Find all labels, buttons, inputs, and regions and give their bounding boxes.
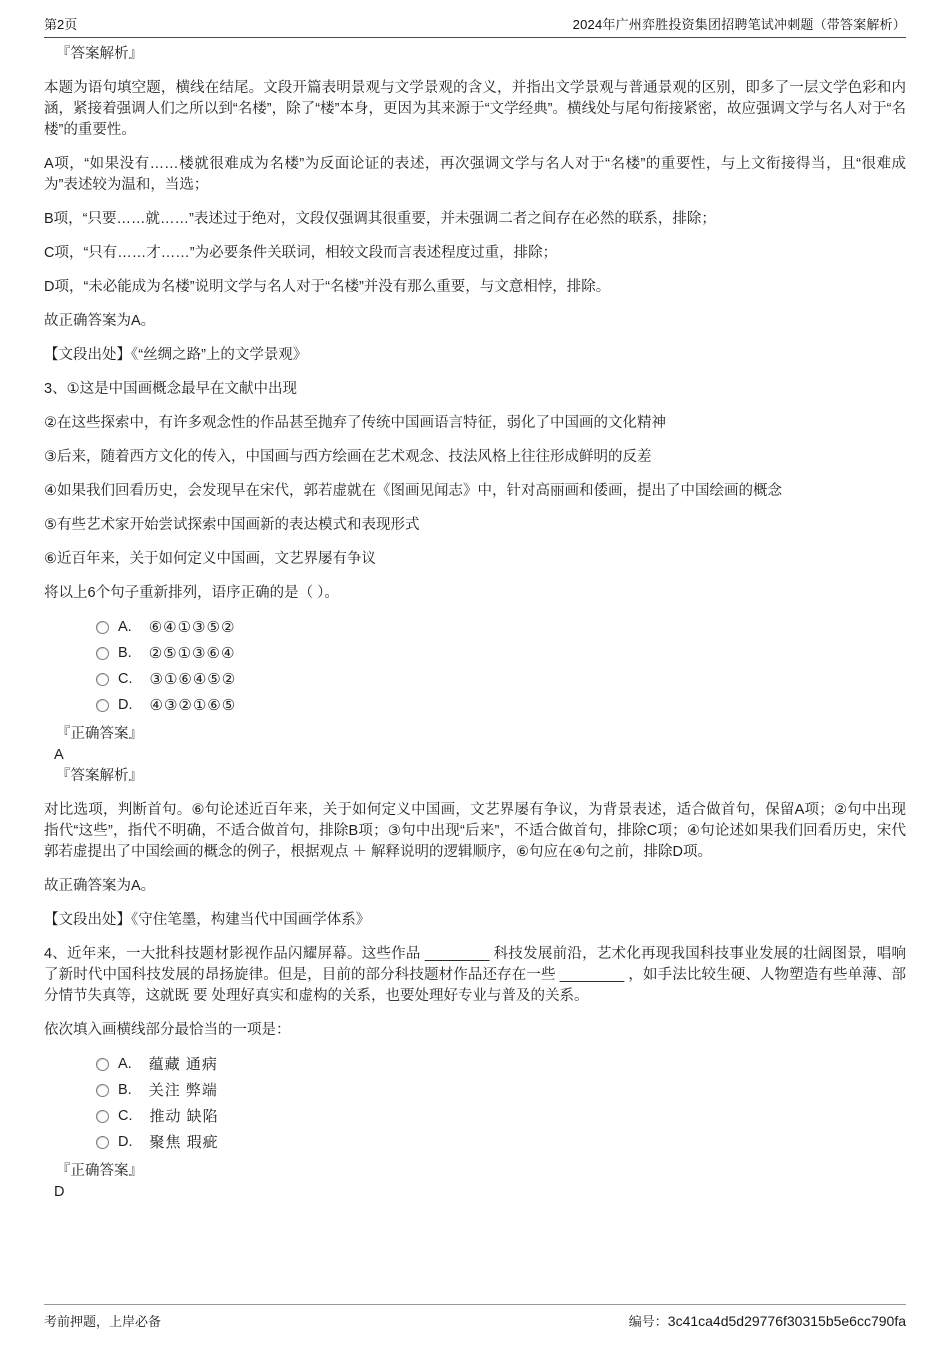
answer-analysis-label: 『答案解析』 <box>56 768 143 784</box>
radio-button[interactable] <box>96 1136 109 1149</box>
option-b-analysis: B项，“只要……就……”表述过于绝对，文段仅强调其很重要，并未强调二者之间存在必然的联系，排除； <box>44 211 716 227</box>
option-row[interactable] <box>96 1054 906 1075</box>
source-reference: 【文段出处】《“丝绸之路”上的文学景观》 <box>44 347 308 363</box>
question4-stem: 4、近年来，一大批科技题材影视作品闪耀屏幕。这些作品 ________ 科技发展前沿，艺术化再现我国科技事业发展的壮阔图景，唱响了新时代中国科技发展的昂扬旋律。但是，目前的部分科技题材作品还存在一些 ________ ，如手法比较生硬、人物塑造有些单薄、部分情节失真等，这就既 要 处理好真实和虚构的关系，也要处理好专业与普及的关系。 <box>44 946 906 1004</box>
option-row[interactable] <box>96 643 906 664</box>
question3-instruction: 将以上6个句子重新排列，语序正确的是（ ）。 <box>44 585 339 601</box>
option-text: 聚焦 瑕疵 <box>149 1134 219 1151</box>
option-row[interactable] <box>96 695 906 716</box>
option-row[interactable] <box>96 1106 906 1127</box>
correct-answer-value: A <box>54 747 64 763</box>
answer-analysis-label: 『答案解析』 <box>56 46 143 62</box>
footer-serial <box>629 1311 906 1330</box>
radio-button[interactable] <box>96 1058 109 1071</box>
option-text: ②⑤①③⑥④ <box>148 645 236 662</box>
question3-options <box>44 617 906 716</box>
question4-answer-block <box>44 1161 906 1203</box>
question3-stem-line: ③后来，随着西方文化的传入，中国画与西方绘画在艺术观念、技法风格上往往形成鲜明的反差 <box>44 449 652 465</box>
option-row[interactable] <box>96 1132 906 1153</box>
radio-button[interactable] <box>96 673 109 686</box>
option-row[interactable] <box>96 669 906 690</box>
question3-stem-line: ⑤有些艺术家开始尝试探索中国画新的表达模式和表现形式 <box>44 517 420 533</box>
option-text: ⑥④①③⑤② <box>148 619 236 636</box>
analysis-paragraph: 对比选项，判断首句。⑥句论述近百年来，关于如何定义中国画，文艺界屡有争议，为背景表述，适合做首句，保留A项；②句中出现指代“这些”，指代不明确，不适合做首句，排除B项；③句中出现“后来”，不适合做首句，排除C项；④句论述如果我们回看历史，宋代郭若虚提出了中国绘画的概念的例子，根据观点 ＋ 解释说明的逻辑顺序，⑥句应在④句之前，排除D项。 <box>44 802 906 860</box>
option-letter: B. <box>118 1082 132 1098</box>
source-reference: 【文段出处】《守住笔墨，构建当代中国画学体系》 <box>44 912 371 928</box>
question3-stem-line: ⑥近百年来，关于如何定义中国画，文艺界屡有争议 <box>44 551 376 567</box>
option-text: ④③②①⑥⑤ <box>149 697 237 714</box>
radio-button[interactable] <box>96 1084 109 1097</box>
option-a-analysis: A项，“如果没有……楼就很难成为名楼”为反面论证的表述，再次强调文学与名人对于“名楼”的重要性，与上文衔接得当，且“很难成为”表述较为温和，当选； <box>44 156 906 193</box>
page-header <box>44 14 906 38</box>
serial-value: 3c41ca4d5d29776f30315b5e6cc790fa <box>667 1313 906 1329</box>
option-text: 蕴藏 通病 <box>148 1056 218 1073</box>
option-text: ③①⑥④⑤② <box>149 671 237 688</box>
option-letter: D. <box>118 697 133 713</box>
conclusion-text: 故正确答案为A。 <box>44 313 156 329</box>
radio-button[interactable] <box>96 647 109 660</box>
serial-label: 编号： <box>628 1314 668 1329</box>
option-text: 推动 缺陷 <box>149 1108 219 1125</box>
option-letter: B. <box>118 645 132 661</box>
option-letter: A. <box>118 1056 132 1072</box>
correct-answer-label: 『正确答案』 <box>56 726 143 742</box>
option-letter: C. <box>118 671 133 687</box>
footer-slogan: 考前押题，上岸必备 <box>44 1314 162 1329</box>
question3-stem-line: ②在这些探索中，有许多观念性的作品甚至抛弃了传统中国画语言特征，弱化了中国画的文化精神 <box>44 415 666 431</box>
page-footer <box>44 1304 906 1330</box>
option-letter: A. <box>118 619 132 635</box>
radio-button[interactable] <box>96 1110 109 1123</box>
conclusion-text: 故正确答案为A。 <box>44 878 156 894</box>
question3-stem-line: ④如果我们回看历史，会发现早在宋代，郭若虚就在《图画见闻志》中，针对高丽画和倭画，提出了中国绘画的概念 <box>44 483 782 499</box>
analysis-paragraph: 本题为语句填空题，横线在结尾。文段开篇表明景观与文学景观的含义，并指出文学景观与普通景观的区别，即多了一层文学色彩和内涵，紧接着强调人们之所以到“名楼”，除了“楼”本身，更因为其来源于“文学经典”。横线处与尾句衔接紧密，故应强调文学与名人对于“名楼”的重要性。 <box>44 80 906 138</box>
radio-button[interactable] <box>96 699 109 712</box>
radio-button[interactable] <box>96 621 109 634</box>
correct-answer-label: 『正确答案』 <box>56 1163 143 1179</box>
option-d-analysis: D项，“未必能成为名楼”说明文学与名人对于“名楼”并没有那么重要，与文意相悖，排除。 <box>44 279 611 295</box>
question3-answer-block <box>44 724 906 787</box>
question4-instruction: 依次填入画横线部分最恰当的一项是： <box>44 1022 291 1038</box>
option-row[interactable] <box>96 617 906 638</box>
option-letter: D. <box>118 1134 133 1150</box>
question4-options <box>44 1054 906 1153</box>
page-number: 第2页 <box>44 17 78 32</box>
question3-stem-line: 3、①这是中国画概念最早在文献中出现 <box>44 381 298 397</box>
document-title: 2024年广州弈胜投资集团招聘笔试冲刺题（带答案解析） <box>572 17 906 32</box>
correct-answer-value: D <box>54 1184 65 1200</box>
option-letter: C. <box>118 1108 133 1124</box>
option-c-analysis: C项，“只有……才……”为必要条件关联词，相较文段而言表述程度过重，排除； <box>44 245 558 261</box>
option-text: 关注 弊端 <box>148 1082 218 1099</box>
option-row[interactable] <box>96 1080 906 1101</box>
page-content <box>44 44 906 1216</box>
